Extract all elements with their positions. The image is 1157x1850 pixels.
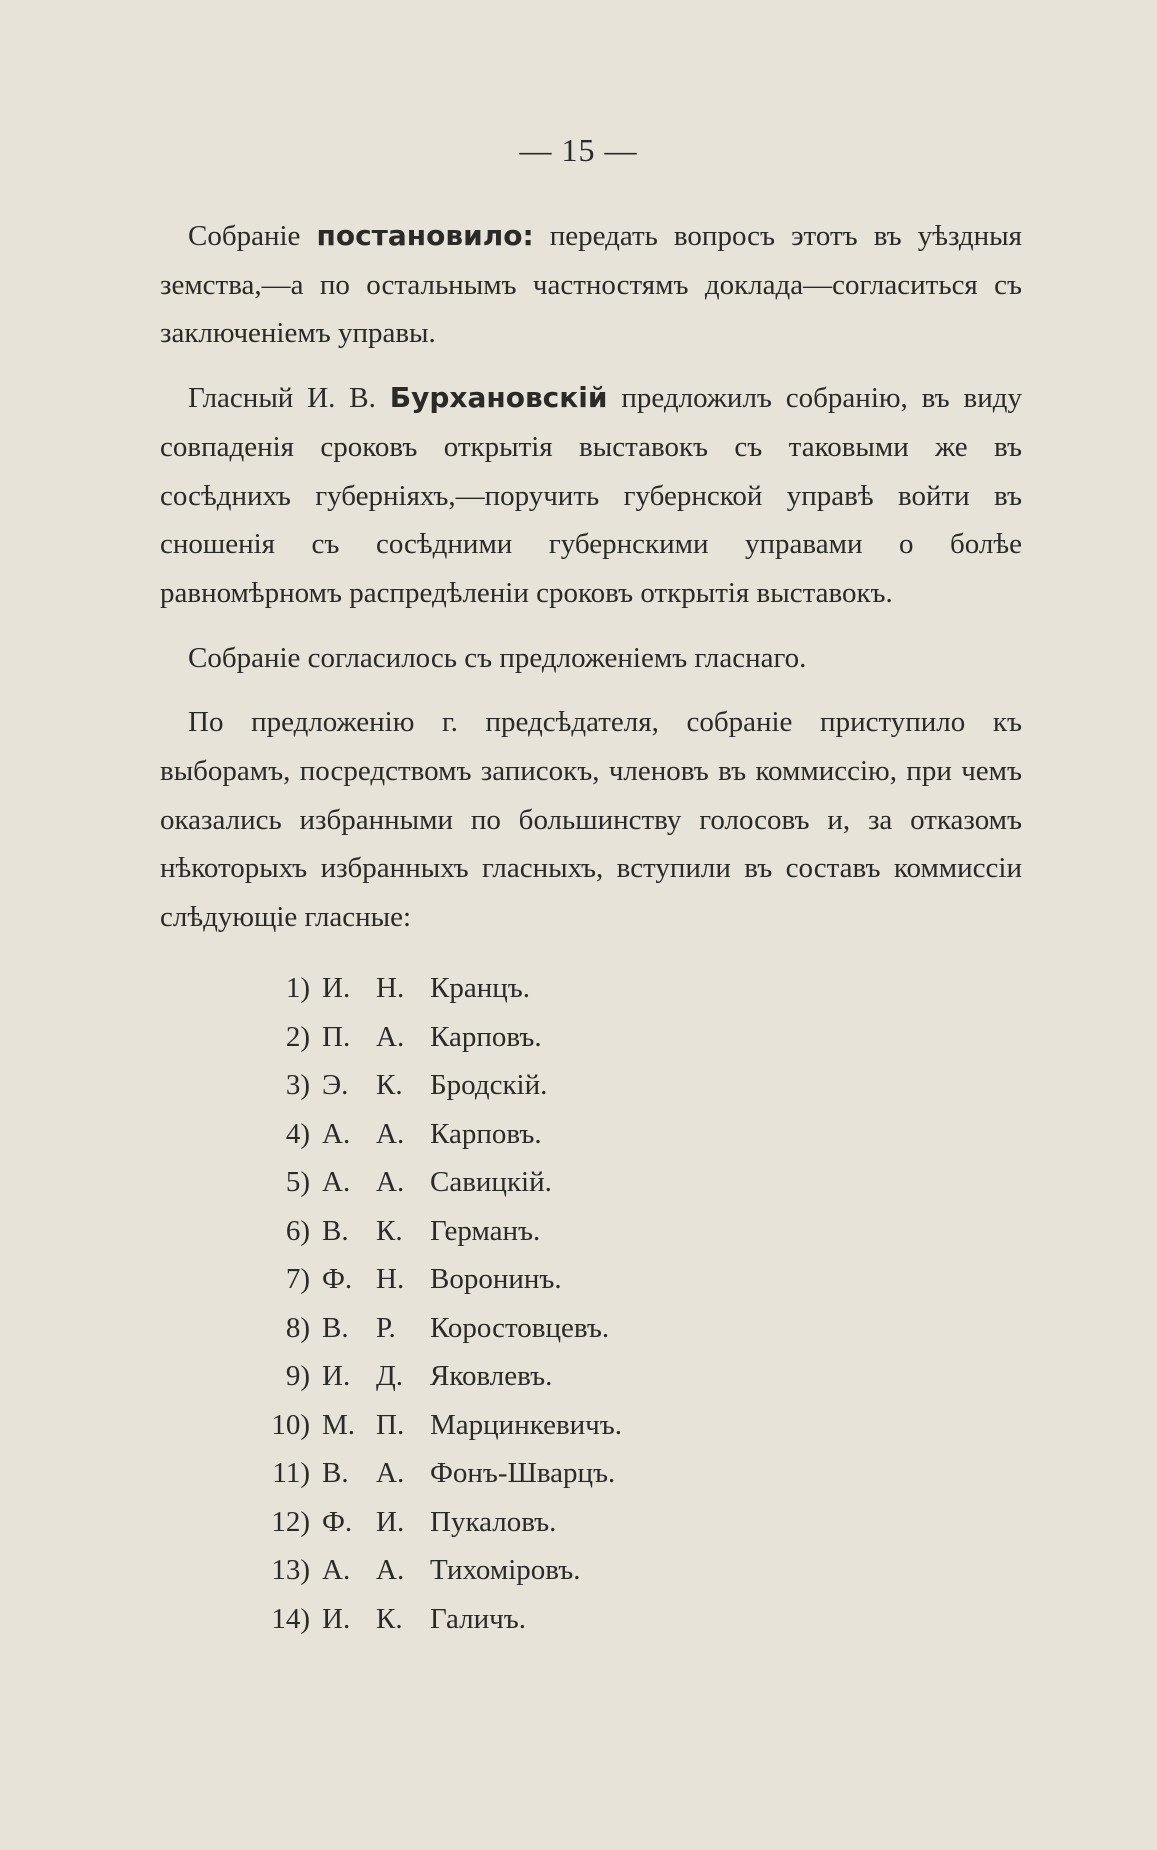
list-item-surname: Яковлевъ.: [430, 1360, 553, 1392]
list-item-second-initial: К.: [376, 1069, 403, 1101]
list-item-second-initial: А.: [376, 1457, 405, 1489]
commission-members-list: [240, 964, 840, 1643]
list-item-second-initial: А.: [376, 1117, 405, 1150]
list-item: [240, 1546, 840, 1595]
list-item-first-initial: А.: [322, 1166, 351, 1198]
list-item-surname: Галичъ.: [430, 1602, 526, 1635]
list-item: [240, 1498, 840, 1547]
list-item-surname: Фонъ-Шварцъ.: [430, 1457, 616, 1489]
list-item-number: 14): [271, 1602, 310, 1635]
list-item-first-initial: Э.: [322, 1069, 349, 1101]
list-item-second-initial: Н.: [376, 1263, 405, 1295]
list-item-second-initial: К.: [376, 1214, 403, 1247]
list-item: [240, 1255, 840, 1304]
paragraph: [160, 698, 1022, 942]
list-item-number: 9): [285, 1360, 310, 1392]
list-item-number: 2): [285, 1020, 310, 1053]
list-item-first-initial: Ф.: [322, 1263, 353, 1295]
list-item-surname: Германъ.: [430, 1214, 541, 1247]
list-item-surname: Марцинкевичъ.: [430, 1408, 622, 1441]
paragraph: [160, 634, 1022, 683]
list-item: [240, 1449, 840, 1498]
list-item-first-initial: В.: [322, 1311, 349, 1344]
list-item-first-initial: И.: [322, 1602, 351, 1635]
list-item-second-initial: К.: [376, 1602, 403, 1635]
paragraph-text: Гласный И. В.: [188, 382, 390, 415]
paragraph: [160, 374, 1022, 618]
list-item-first-initial: П.: [322, 1020, 351, 1053]
list-item: [240, 1595, 840, 1644]
list-item: [240, 1304, 840, 1353]
list-item-second-initial: А.: [376, 1020, 405, 1053]
list-item-surname: Бродскій.: [430, 1069, 548, 1101]
list-item-first-initial: А.: [322, 1554, 351, 1586]
paragraph-text: передать вопросъ этотъ въ уѣздныя земства,—а по остальнымъ частностямъ доклада—согласиться съ заключеніемъ управы.: [160, 220, 1022, 350]
list-item: [240, 964, 840, 1013]
list-item-number: 10): [271, 1408, 310, 1441]
list-item-number: 4): [285, 1117, 310, 1150]
list-item-second-initial: Д.: [376, 1360, 404, 1392]
list-item-number: 13): [271, 1554, 310, 1586]
list-item-surname: Пукаловъ.: [430, 1505, 557, 1538]
list-item: [240, 1013, 840, 1062]
list-item: [240, 1207, 840, 1256]
list-item-first-initial: И.: [322, 972, 351, 1004]
list-item-first-initial: И.: [322, 1360, 351, 1392]
list-item-number: 7): [285, 1263, 310, 1295]
list-item-number: 8): [285, 1311, 310, 1344]
list-item: [240, 1061, 840, 1110]
list-item-second-initial: П.: [376, 1408, 405, 1441]
list-item: [240, 1352, 840, 1401]
list-item-first-initial: М.: [322, 1408, 356, 1441]
list-item-first-initial: В.: [322, 1457, 349, 1489]
list-item: [240, 1110, 840, 1159]
list-item: [240, 1401, 840, 1450]
list-item-first-initial: А.: [322, 1117, 351, 1150]
paragraph-text: Собраніе: [188, 220, 317, 252]
list-item-surname: Кранцъ.: [430, 972, 530, 1004]
list-item-number: 3): [285, 1069, 310, 1101]
list-item-surname: Карповъ.: [430, 1020, 542, 1053]
paragraph-emphasis: Бурхановскій: [389, 381, 608, 415]
list-item-number: 1): [285, 972, 310, 1004]
list-item-number: 6): [285, 1214, 310, 1247]
list-item-first-initial: В.: [322, 1214, 349, 1247]
body-text: [160, 212, 1022, 958]
list-item-surname: Тихоміровъ.: [430, 1554, 581, 1586]
list-item-surname: Савицкій.: [430, 1166, 552, 1198]
list-item-second-initial: Н.: [376, 972, 405, 1004]
list-item: [240, 1158, 840, 1207]
list-item-surname: Карповъ.: [430, 1117, 542, 1150]
list-item-second-initial: Р.: [376, 1311, 396, 1344]
list-item-number: 11): [272, 1457, 310, 1489]
paragraph-text: Собраніе согласилось съ предложеніемъ гласнаго.: [188, 641, 807, 674]
paragraph: [160, 212, 1022, 358]
list-item-second-initial: А.: [376, 1554, 405, 1586]
list-item-second-initial: А.: [376, 1166, 405, 1198]
list-item-first-initial: Ф.: [322, 1505, 353, 1538]
paragraph-text: По предложенію г. предсѣдателя, собраніе приступило къ выборамъ, посредствомъ записокъ, членовъ въ коммиссію, при чемъ оказались избранными по большинству голосовъ и, за отказомъ нѣкоторыхъ избранныхъ гласныхъ, вступили въ составъ коммиссіи слѣдующіе гласные:: [160, 706, 1022, 934]
page-number: — 15 —: [519, 132, 638, 168]
list-item-number: 12): [271, 1505, 310, 1538]
paragraph-text: предложилъ собранію, въ виду совпаденія сроковъ открытія выставокъ съ таковыми же въ сосѣднихъ губерніяхъ,—поручить губернской управѣ войти въ сношенія съ сосѣдними губернскими управами о болѣе равномѣрномъ распредѣленіи сроковъ открытія выставокъ.: [160, 382, 1023, 609]
list-item-surname: Воронинъ.: [430, 1263, 562, 1295]
list-item-surname: Коростовцевъ.: [430, 1311, 610, 1344]
list-item-second-initial: И.: [376, 1505, 405, 1538]
list-item-number: 5): [285, 1166, 310, 1198]
paragraph-emphasis: постановило:: [316, 219, 534, 252]
